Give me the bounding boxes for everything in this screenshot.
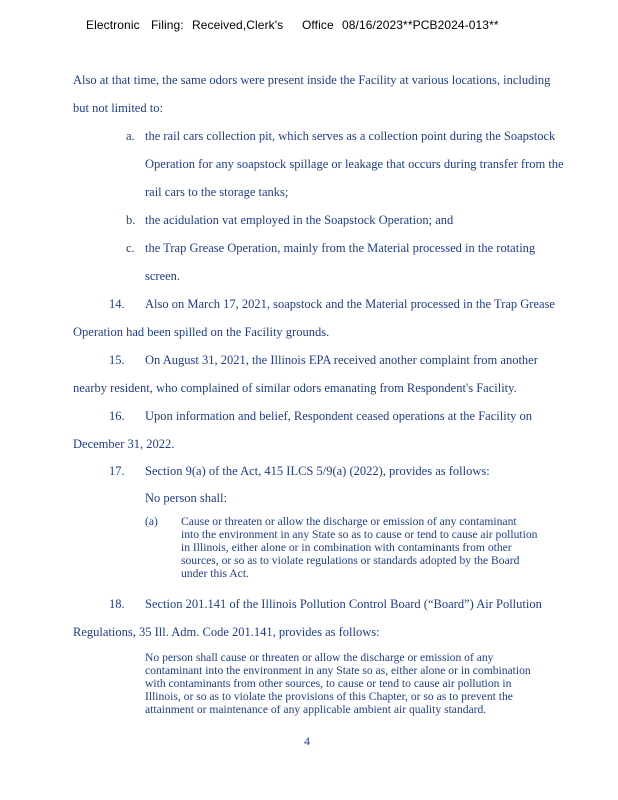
para-15-number: 15. [109, 353, 125, 367]
header-office: Office [302, 18, 334, 32]
para-15-line-1: On August 31, 2021, the Illinois EPA received another complaint from another [145, 353, 538, 367]
intro-line-1: Also at that time, the same odors were present inside the Facility at various locations, including [73, 73, 551, 87]
quote-2-line-1: No person shall cause or threaten or allow the discharge or emission of any [145, 651, 494, 664]
list-item-c-line-1: the Trap Grease Operation, mainly from the Material processed in the rotating [145, 241, 536, 255]
list-marker-b: b. [126, 213, 136, 227]
para-14-line-2: Operation had been spilled on the Facility grounds. [73, 325, 330, 339]
list-item-a-line-2: Operation for any soapstock spillage or leakage that occurs during transfer from the [145, 157, 564, 171]
list-item-a-line-3: rail cars to the storage tanks; [145, 185, 289, 199]
quote-2-line-3: with contaminants from other sources, to cause or tend to cause air pollution in [145, 677, 512, 690]
para-16-number: 16. [109, 409, 125, 423]
header-date-case: 08/16/2023**PCB2024-013** [342, 18, 499, 32]
para-15-line-2: nearby resident, who complained of similar odors emanating from Respondent's Facility. [73, 381, 517, 395]
header-filing: Filing: [151, 18, 184, 32]
para-17-number: 17. [109, 464, 125, 478]
quote-1-line-2: into the environment in any State so as to cause or tend to cause air pollution [181, 528, 538, 541]
list-marker-a: a. [126, 129, 135, 143]
quote-1-intro: No person shall: [145, 491, 227, 505]
header-electronic: Electronic [86, 18, 140, 32]
quote-1-marker: (a) [145, 515, 158, 528]
para-14-number: 14. [109, 297, 125, 311]
quote-1-line-4: sources, or so as to violate regulations or standards adopted by the Board [181, 554, 520, 567]
list-item-b-line-1: the acidulation vat employed in the Soapstock Operation; and [145, 213, 454, 227]
quote-1-line-3: in Illinois, either alone or in combination with contaminants from other [181, 541, 512, 554]
para-18-line-2: Regulations, 35 Ill. Adm. Code 201.141, provides as follows: [73, 625, 380, 639]
quote-2-line-5: attainment or maintenance of any applicable ambient air quality standard. [145, 703, 487, 716]
intro-line-2: but not limited to: [73, 101, 163, 115]
para-17-line-1: Section 9(a) of the Act, 415 ILCS 5/9(a) (2022), provides as follows: [145, 464, 490, 478]
para-16-line-1: Upon information and belief, Respondent ceased operations at the Facility on [145, 409, 533, 423]
para-18-line-1: Section 201.141 of the Illinois Pollution Control Board (“Board”) Air Pollution [145, 597, 542, 611]
list-marker-c: c. [126, 241, 135, 255]
quote-2-line-2: contaminant into the environment in any State so as, either alone or in combination [145, 664, 531, 677]
page-number: 4 [304, 734, 310, 748]
para-16-line-2: December 31, 2022. [73, 437, 175, 451]
list-item-c-line-2: screen. [145, 269, 181, 283]
header-received: Received,Clerk's [192, 18, 284, 32]
para-18-number: 18. [109, 597, 125, 611]
quote-1-line-1: Cause or threaten or allow the discharge or emission of any contaminant [181, 515, 517, 528]
quote-1-line-5: under this Act. [181, 567, 249, 580]
para-14-line-1: Also on March 17, 2021, soapstock and the Material processed in the Trap Grease [145, 297, 555, 311]
quote-2-line-4: Illinois, or so as to violate the provisions of this Chapter, or so as to prevent the [145, 690, 513, 703]
list-item-a-line-1: the rail cars collection pit, which serves as a collection point during the Soapstock [145, 129, 556, 143]
